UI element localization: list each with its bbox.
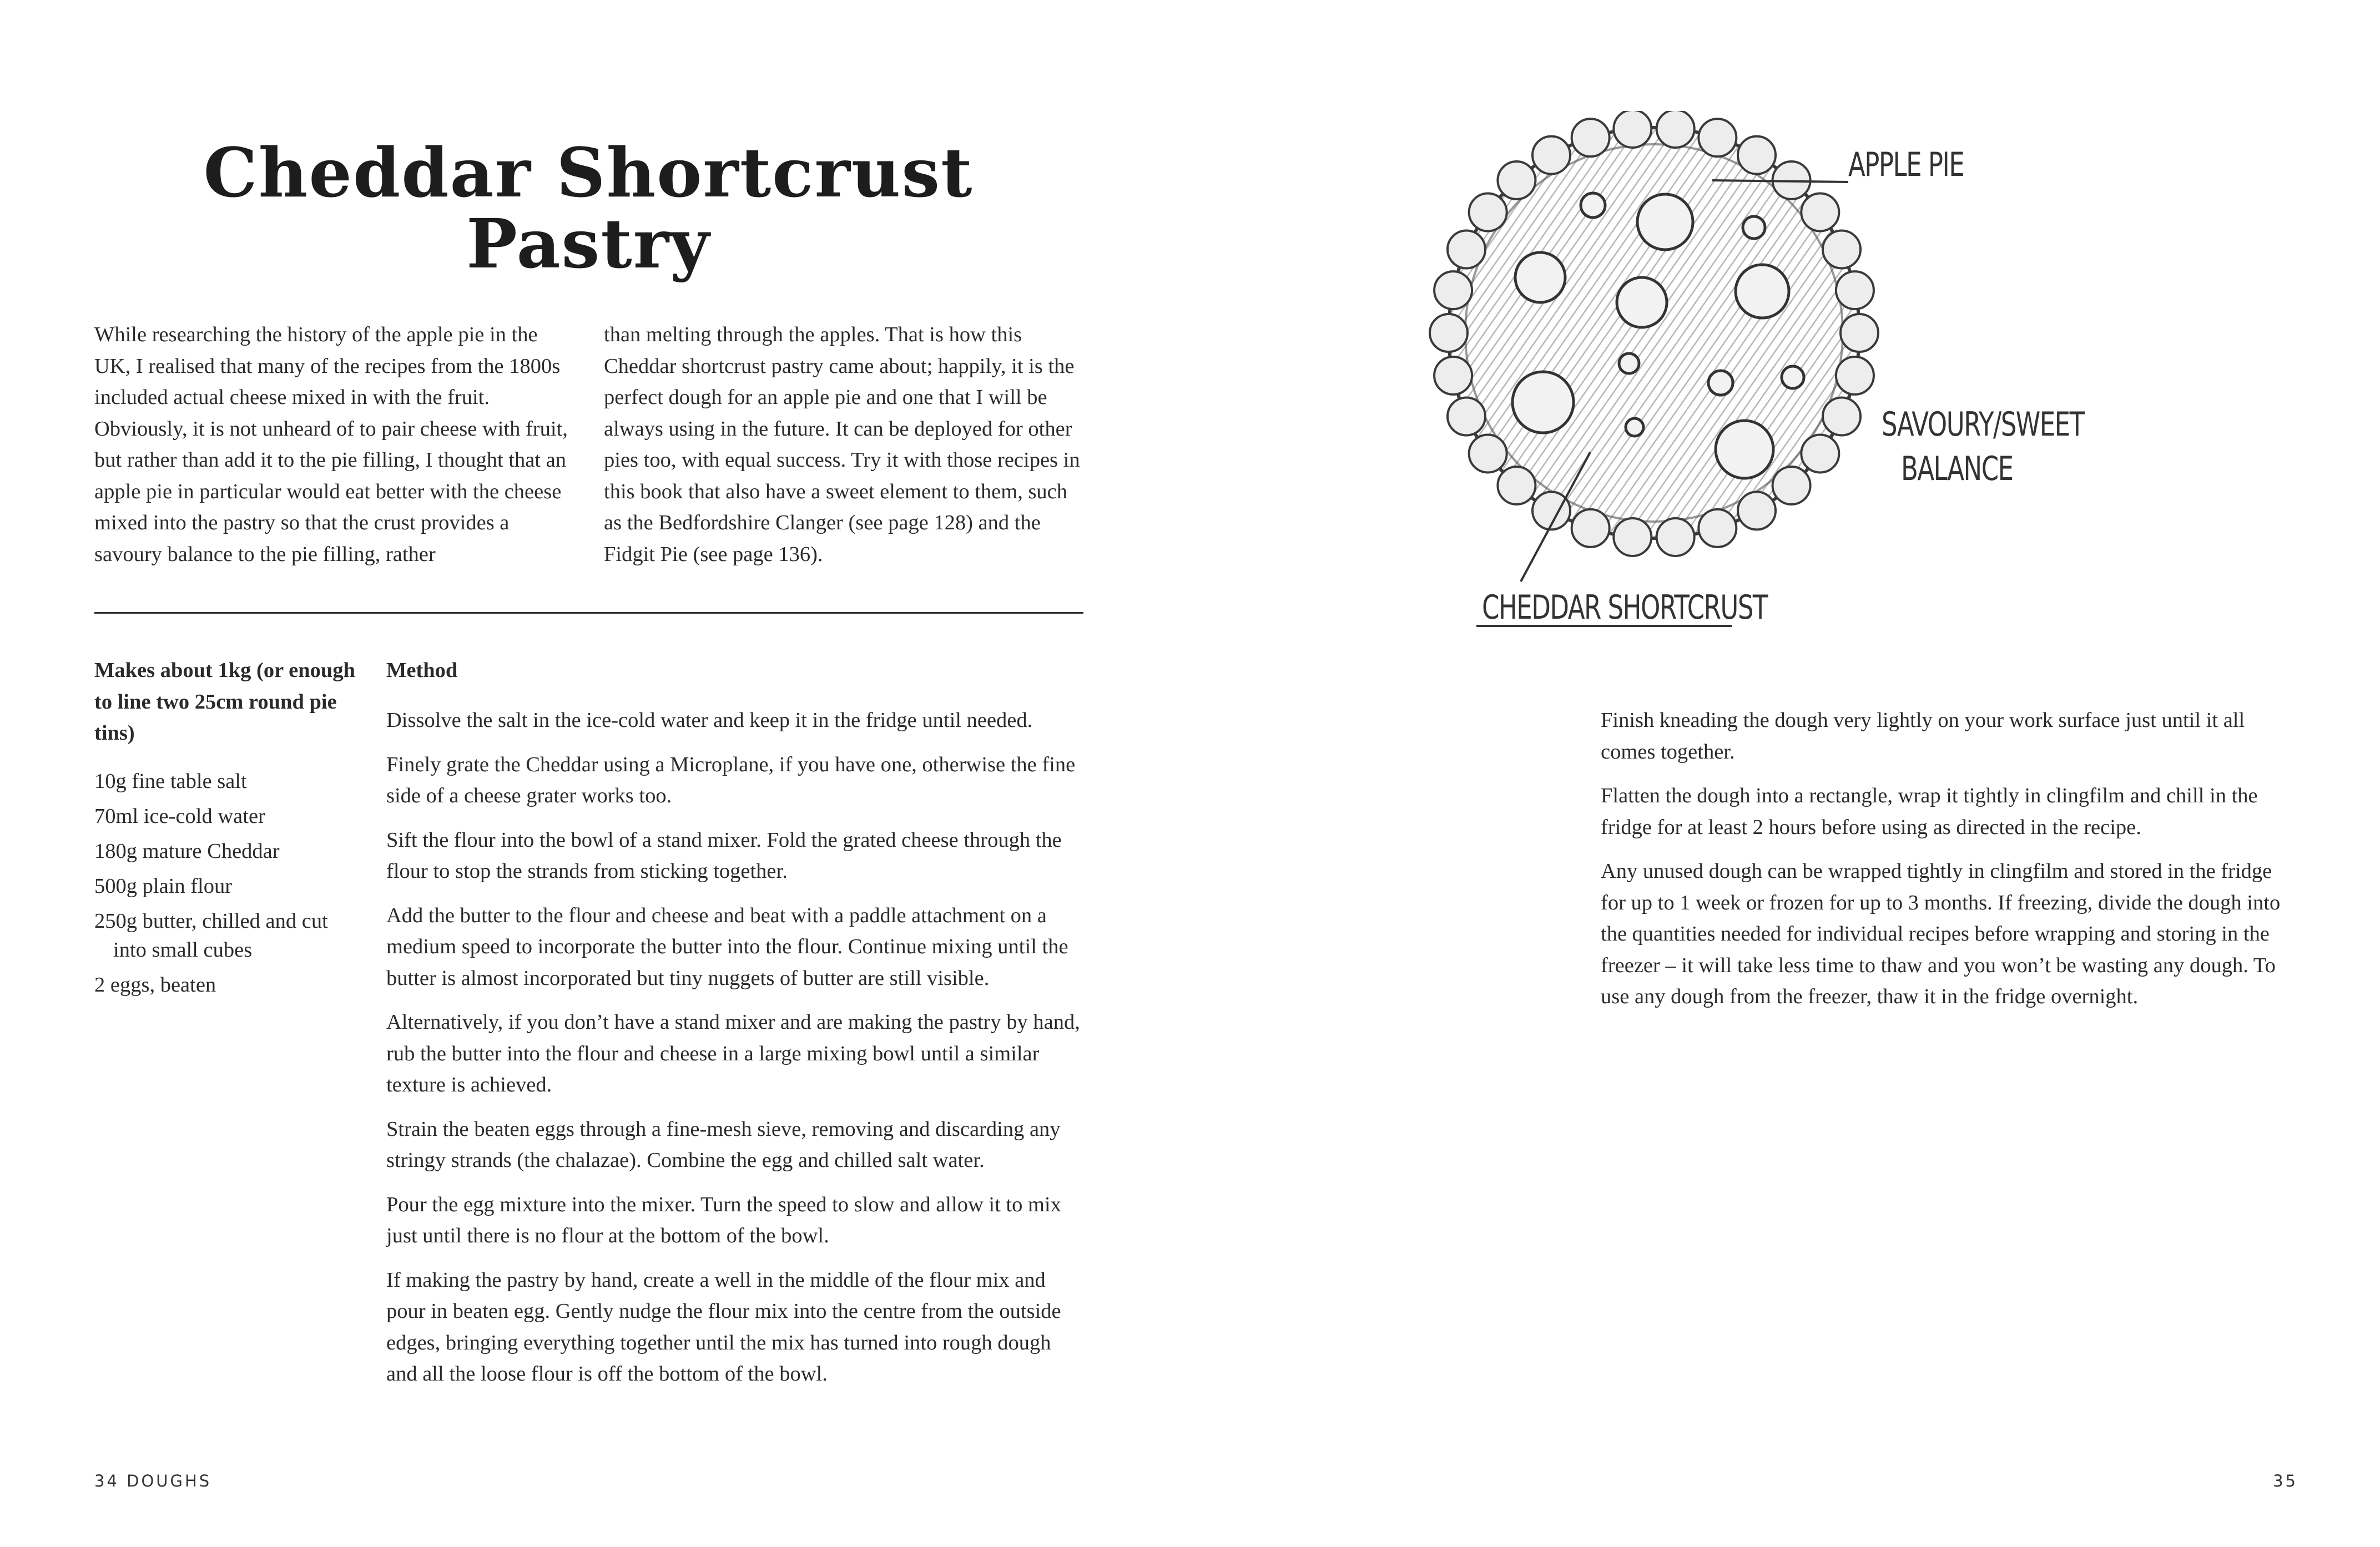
method-step: Strain the beaten eggs through a fine-mesh sieve, removing and discarding any stringy strands (the chalazae). Combine the egg and chilled salt water. — [386, 1117, 1061, 1172]
method-step: Flatten the dough into a rectangle, wrap it tightly in clingfilm and chill in the fridge for at least 2 hours before using as directed in the recipe. — [1601, 784, 2258, 839]
method-step: Sift the flour into the bowl of a stand mixer. Fold the grated cheese through the flour to stop the strands from sticking together. — [386, 828, 1062, 883]
method-step: Add the butter to the flour and cheese and beat with a paddle attachment on a medium speed to incorporate the butter into the flour. Continue mixing until the butter is almost incorporated but tiny nuggets of butter are still visible. — [386, 903, 1068, 990]
method-heading: Method — [386, 659, 458, 682]
apple-pie-sketch — [1421, 111, 2142, 644]
method-step: Alternatively, if you don’t have a stand mixer and are making the pastry by hand, rub the butter into the flour and cheese in a large mixing bowl until a similar texture is achieved. — [386, 1010, 1080, 1096]
pie-illustration — [1421, 111, 2142, 644]
intro-column-2: than melting through the apples. That is how this Cheddar shortcrust pastry came about; happily, it is the perfect dough for an apple pie and one that I will be always using in the future. It can be deployed for other pies too, with equal success. Try it with those recipes in this book that also have a sweet element to them, such as the Bedfordshire Clanger (see page 128) and the Fidgit Pie (see page 136). — [604, 323, 1080, 566]
left-page-folio: 34 DOUGHS — [94, 1472, 212, 1490]
method-step: Finish kneading the dough very lightly on your work surface just until it all comes together. — [1601, 709, 2245, 764]
section-divider — [94, 612, 1083, 614]
method-steps — [386, 705, 1080, 1403]
right-page-folio: 35 — [2273, 1472, 2298, 1490]
label-balance-line2: BALANCE — [1901, 449, 2013, 488]
method-step: Any unused dough can be wrapped tightly in clingfilm and stored in the fridge for up to 1 week or frozen for up to 3 months. If freezing, divide the dough into the quantities needed for individual recipes before wrapping and storing in the freezer – it will take less time to thaw and you won’t be wasting any dough. To use any dough from the freezer, thaw it in the fridge overnight. — [1601, 860, 2281, 1008]
method-steps-continued — [1601, 705, 2300, 1025]
recipe-yield: Makes about 1kg (or enough to line two 25cm round pie tins) — [94, 659, 355, 745]
intro-column-1: While researching the history of the apple pie in the UK, I realised that many of the recipes from the 1800s included actual cheese mixed in with the fruit. Obviously, it is not unheard of to pair cheese with fruit, but rather than add it to the pie filling, I thought that an apple pie in particular would eat better with the cheese mixed into the pastry so that the crust provides a savoury balance to the pie filling, rather — [94, 323, 568, 566]
method-step: Dissolve the salt in the ice-cold water and keep it in the fridge until needed. — [386, 709, 1033, 732]
pie-body — [1430, 111, 1878, 556]
ingredient-item: 10g fine table salt — [94, 770, 247, 793]
label-balance-line1: SAVOURY/SWEET — [1882, 405, 2084, 444]
label-cheddar-shortcrust: CHEDDAR SHORTCRUST — [1482, 588, 1767, 627]
ingredient-item: 70ml ice-cold water — [94, 805, 265, 828]
ingredient-item: 2 eggs, beaten — [94, 973, 216, 997]
recipe-title: Cheddar Shortcrust Pastry — [203, 132, 974, 284]
method-step: Pour the egg mixture into the mixer. Turn the speed to slow and allow it to mix just until there is no flour at the bottom of the bowl. — [386, 1192, 1061, 1247]
ingredient-item: 180g mature Cheddar — [94, 840, 280, 863]
method-step: Finely grate the Cheddar using a Microplane, if you have one, otherwise the fine side of a cheese grater works too. — [386, 752, 1076, 807]
method-step: If making the pastry by hand, create a well in the middle of the flour mix and pour in beaten egg. Gently nudge the flour mix into the centre from the outside edges, bringing everything together until the mix has turned into rough dough and all the loose flour is off the bottom of the bowl. — [386, 1268, 1061, 1386]
ingredient-item: 250g butter, chilled and cut into small cubes — [94, 909, 328, 962]
label-apple-pie: APPLE PIE — [1848, 145, 1964, 184]
ingredient-item: 500g plain flour — [94, 874, 233, 898]
ingredient-list — [94, 767, 355, 1005]
